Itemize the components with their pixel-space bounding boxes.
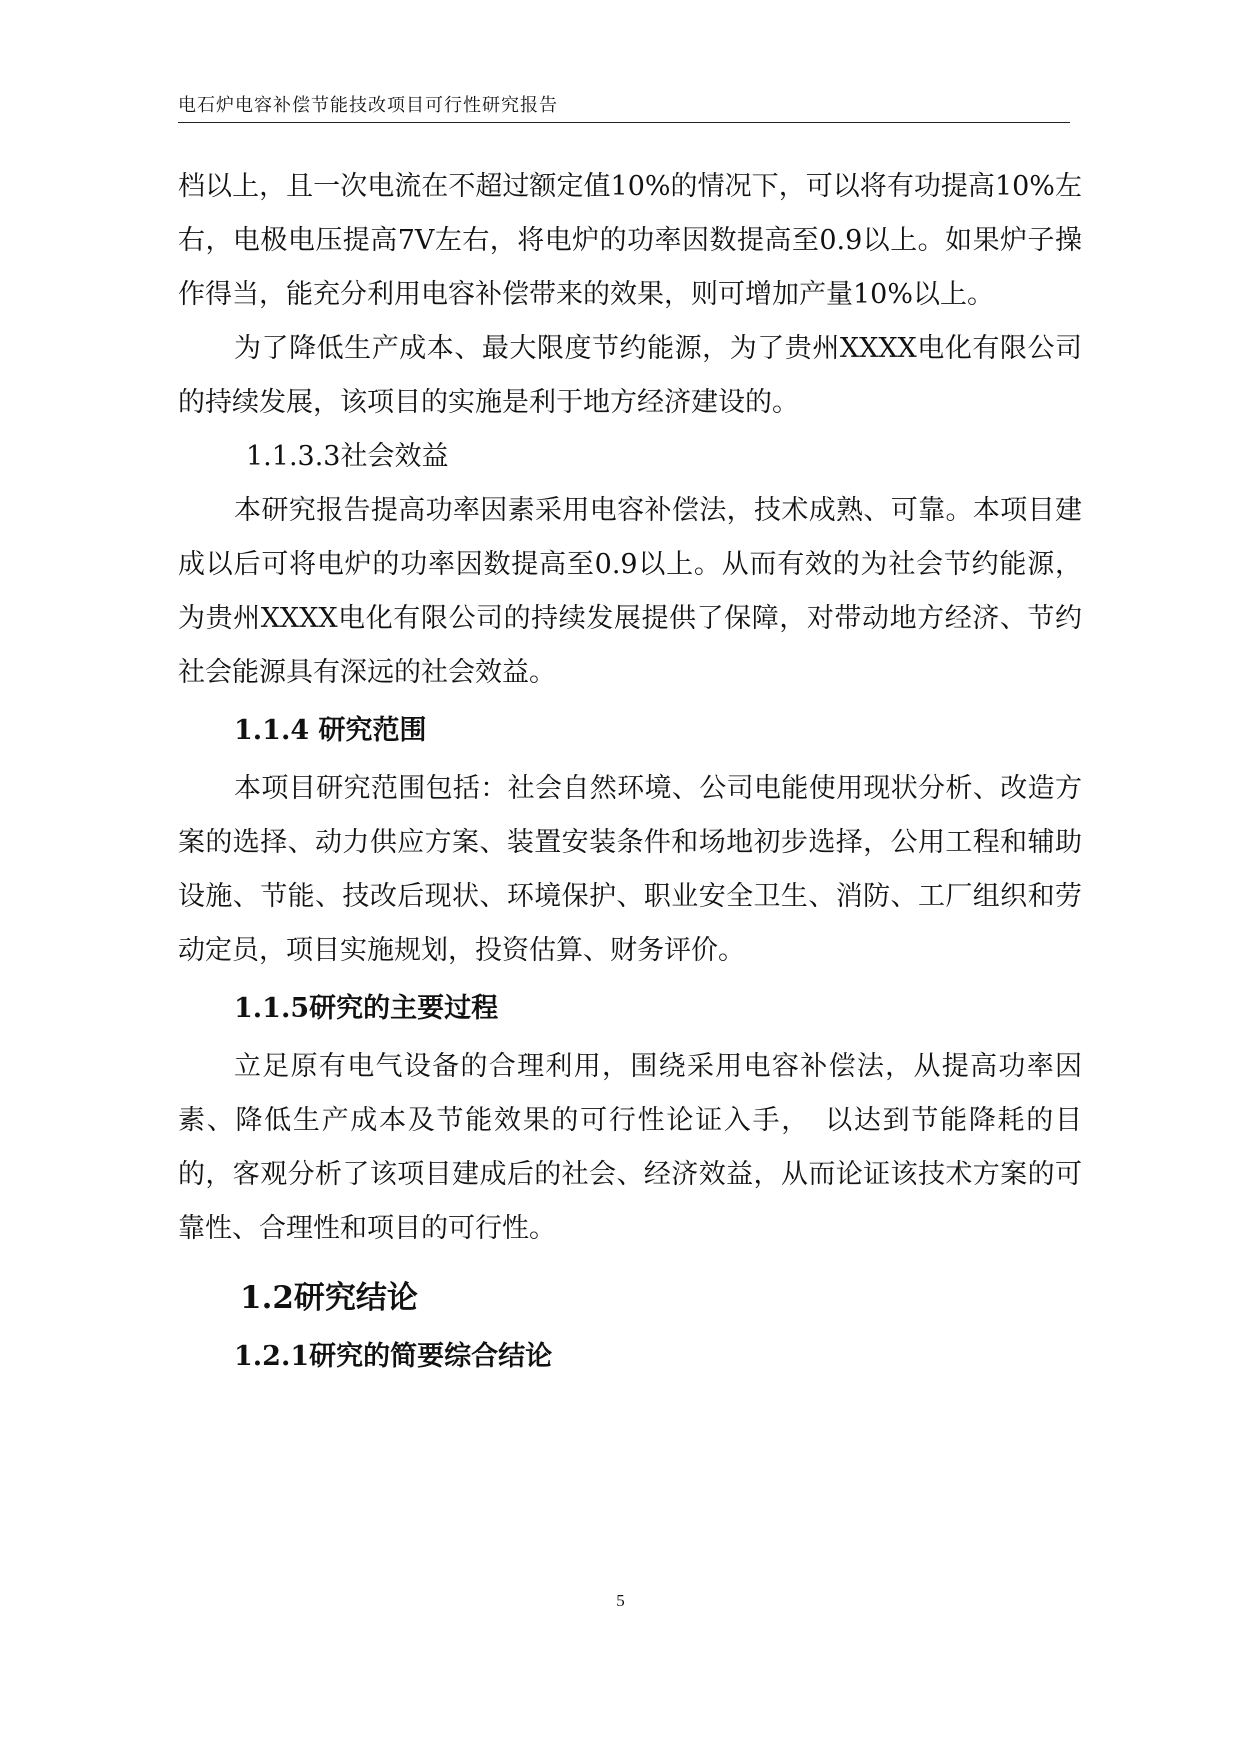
- paragraph-effect-continued: 档以上，且一次电流在不超过额定值10%的情况下，可以将有功提高10%左右，电极电压提高7V左右，将电炉的功率因数提高至0.9以上。如果炉子操作得当，能充分利用电容补偿带来的效果，则可增加产量10%以上。: [178, 171, 1082, 310]
- section-heading-1-2-1: 1.2.1研究的简要综合结论: [234, 1341, 553, 1372]
- page-number: 5: [616, 1591, 625, 1610]
- section-heading-1-1-4: 1.1.4 研究范围: [234, 715, 427, 746]
- section-heading-1-2: 1.2研究结论: [240, 1280, 418, 1316]
- section-heading-1-1-3-3: 1.1.3.3社会效益: [246, 441, 449, 472]
- paragraph-cost-saving: 为了降低生产成本、最大限度节约能源，为了贵州XXXX电化有限公司的持续发展，该项目的实施是利于地方经济建设的。: [178, 333, 1082, 418]
- document-body: [178, 160, 1082, 1388]
- header-title: 电石炉电容补偿节能技改项目可行性研究报告: [178, 95, 558, 116]
- section-heading-1-1-5: 1.1.5研究的主要过程: [234, 993, 499, 1024]
- paragraph-research-scope: 本项目研究范围包括：社会自然环境、公司电能使用现状分析、改造方案的选择、动力供应方案、装置安装条件和场地初步选择，公用工程和辅助设施、节能、技改后现状、环境保护、职业安全卫生、消防、工厂组织和劳动定员，项目实施规划，投资估算、财务评价。: [178, 773, 1082, 966]
- paragraph-research-process: 立足原有电气设备的合理利用，围绕采用电容补偿法，从提高功率因素、降低生产成本及节能效果的可行性论证入手， 以达到节能降耗的目的，客观分析了该项目建成后的社会、经济效益，从而论证该技术方案的可靠性、合理性和项目的可行性。: [178, 1051, 1082, 1244]
- paragraph-social-benefit: 本研究报告提高功率因素采用电容补偿法，技术成熟、可靠。本项目建成以后可将电炉的功率因数提高至0.9以上。从而有效的为社会节约能源，为贵州XXXX电化有限公司的持续发展提供了保障，对带动地方经济、节约社会能源具有深远的社会效益。: [178, 495, 1082, 688]
- page-header: [178, 92, 1070, 123]
